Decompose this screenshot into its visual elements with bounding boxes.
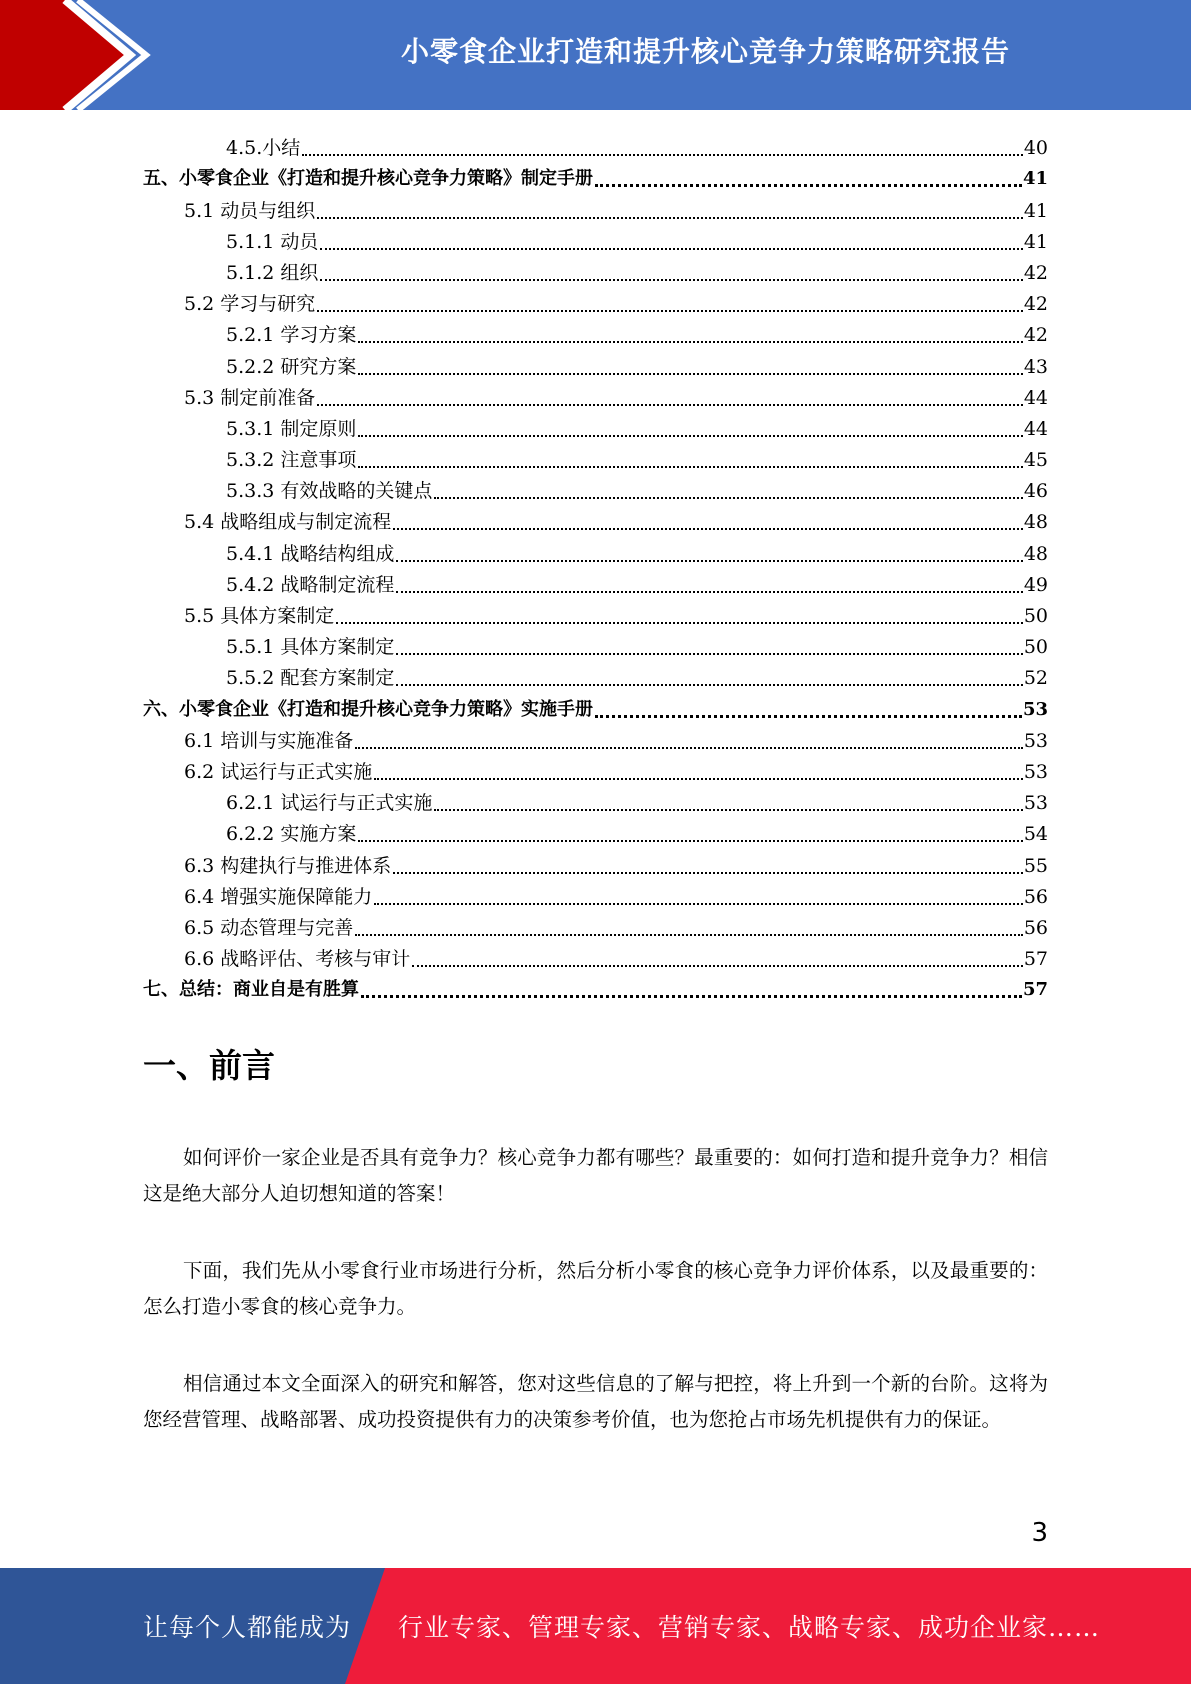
- section-heading: 一、前言: [143, 1046, 275, 1085]
- toc-dot-leader: [393, 871, 1023, 874]
- toc-entry-page: 50: [1023, 605, 1048, 627]
- toc-dot-leader: [355, 746, 1023, 749]
- toc-entry-page: 53: [1023, 792, 1048, 815]
- toc-entry-page: 45: [1023, 449, 1048, 472]
- toc-dot-leader: [355, 933, 1023, 936]
- toc-entry[interactable]: [143, 502, 1048, 533]
- toc-entry[interactable]: [143, 533, 1048, 564]
- toc-dot-leader: [320, 247, 1022, 250]
- toc-entry-label: 5.2.2 研究方案: [226, 355, 357, 378]
- toc-dot-leader: [434, 496, 1022, 499]
- toc-entry-label: 六、小零食企业《打造和提升核心竞争力策略》实施手册: [143, 698, 593, 720]
- table-of-contents: [143, 128, 1048, 1001]
- toc-entry[interactable]: [143, 627, 1048, 658]
- toc-dot-leader: [317, 216, 1023, 219]
- toc-dot-leader: [336, 621, 1023, 624]
- toc-entry[interactable]: [143, 596, 1048, 627]
- toc-entry-page: 56: [1023, 916, 1048, 939]
- toc-entry-label: 5.5.2 配套方案制定: [226, 667, 395, 690]
- toc-dot-leader: [358, 434, 1022, 437]
- toc-entry-page: 42: [1023, 261, 1048, 284]
- toc-entry-label: 6.1 培训与实施准备: [184, 729, 354, 752]
- toc-entry[interactable]: [143, 939, 1048, 970]
- page-header: [0, 0, 1191, 110]
- toc-dot-leader: [396, 590, 1022, 593]
- toc-entry-page: 53: [1023, 729, 1048, 752]
- toc-entry-page: 41: [1022, 168, 1048, 190]
- toc-entry-page: 52: [1023, 667, 1048, 690]
- toc-dot-leader: [374, 902, 1023, 905]
- toc-entry[interactable]: [143, 845, 1048, 876]
- toc-entry-label: 5.3.1 制定原则: [226, 417, 357, 440]
- toc-entry-label: 5.2.1 学习方案: [226, 324, 357, 347]
- toc-dot-leader: [358, 372, 1022, 375]
- toc-entry[interactable]: [143, 970, 1048, 1001]
- toc-entry-page: 41: [1023, 199, 1048, 222]
- toc-entry-page: 57: [1023, 948, 1048, 971]
- toc-entry-label: 5.5 具体方案制定: [184, 605, 335, 627]
- toc-entry-label: 6.2.2 实施方案: [226, 823, 357, 846]
- toc-entry[interactable]: [143, 814, 1048, 845]
- toc-entry-page: 57: [1022, 979, 1048, 1001]
- toc-entry-label: 5.3.2 注意事项: [226, 449, 357, 472]
- toc-dot-leader: [361, 994, 1022, 998]
- intro-paragraph-1: 如何评价一家企业是否具有竞争力？核心竞争力都有哪些？最重要的：如何打造和提升竞争力？相信这是绝大部分人迫切想知道的答案！: [143, 1146, 1048, 1205]
- toc-dot-leader: [302, 153, 1023, 156]
- toc-dot-leader: [320, 278, 1022, 281]
- toc-dot-leader: [374, 777, 1023, 780]
- toc-entry-label: 五、小零食企业《打造和提升核心竞争力策略》制定手册: [143, 168, 593, 190]
- toc-entry-label: 6.4 增强实施保障能力: [184, 885, 373, 908]
- toc-entry-page: 41: [1023, 230, 1048, 253]
- toc-entry[interactable]: [143, 783, 1048, 814]
- toc-dot-leader: [396, 652, 1022, 655]
- toc-entry[interactable]: [143, 159, 1048, 190]
- toc-dot-leader: [396, 683, 1022, 686]
- toc-entry-label: 七、总结：商业自是有胜算: [143, 979, 359, 1001]
- toc-entry-page: 56: [1023, 885, 1048, 908]
- toc-entry-label: 5.4 战略组成与制定流程: [184, 511, 392, 534]
- toc-entry-page: 50: [1023, 636, 1048, 659]
- toc-entry-label: 5.3 制定前准备: [184, 386, 316, 409]
- toc-entry-page: 49: [1023, 573, 1048, 596]
- toc-dot-leader: [595, 714, 1022, 718]
- toc-entry-label: 5.2 学习与研究: [184, 293, 316, 316]
- toc-entry[interactable]: [143, 908, 1048, 939]
- toc-entry[interactable]: [143, 689, 1048, 720]
- toc-entry-label: 6.5 动态管理与完善: [184, 916, 354, 939]
- toc-entry-label: 6.3 构建执行与推进体系: [184, 854, 392, 877]
- toc-dot-leader: [595, 183, 1022, 187]
- toc-entry-label: 5.1.2 组织: [226, 261, 319, 284]
- toc-entry-label: 4.5.小结: [226, 137, 301, 160]
- toc-entry-label: 5.3.3 有效战略的关键点: [226, 480, 433, 503]
- page-number: 3: [1031, 1518, 1048, 1548]
- toc-entry-page: 53: [1023, 760, 1048, 783]
- toc-dot-leader: [358, 465, 1022, 468]
- toc-entry-page: 40: [1023, 137, 1048, 160]
- toc-dot-leader: [358, 839, 1022, 842]
- toc-dot-leader: [396, 559, 1022, 562]
- toc-entry[interactable]: [143, 253, 1048, 284]
- toc-entry-label: 5.4.2 战略制定流程: [226, 573, 395, 596]
- toc-entry-label: 6.2 试运行与正式实施: [184, 760, 373, 783]
- toc-entry-label: 6.2.1 试运行与正式实施: [226, 792, 433, 815]
- toc-entry-page: 55: [1023, 854, 1048, 877]
- toc-entry[interactable]: [143, 222, 1048, 253]
- toc-entry[interactable]: [143, 409, 1048, 440]
- footer-slogan-left: 让每个人都能成为: [143, 1613, 352, 1642]
- toc-dot-leader: [412, 964, 1023, 967]
- toc-entry[interactable]: [143, 440, 1048, 471]
- toc-dot-leader: [317, 309, 1023, 312]
- toc-entry[interactable]: [143, 378, 1048, 409]
- toc-entry-page: 48: [1023, 542, 1048, 565]
- toc-entry[interactable]: [143, 284, 1048, 315]
- toc-entry-page: 54: [1023, 823, 1048, 846]
- toc-entry-page: 44: [1023, 386, 1048, 409]
- footer-slogan-right: 行业专家、管理专家、营销专家、战略专家、成功企业家……: [398, 1613, 1101, 1642]
- page-footer: [0, 1568, 1191, 1684]
- toc-entry-page: 48: [1023, 511, 1048, 534]
- intro-paragraph-2: 下面，我们先从小零食行业市场进行分析，然后分析小零食的核心竞争力评价体系，以及最重要的：怎么打造小零食的核心竞争力。: [143, 1259, 1048, 1318]
- toc-entry-page: 42: [1023, 293, 1048, 316]
- toc-entry[interactable]: [143, 128, 1048, 159]
- toc-entry[interactable]: [143, 877, 1048, 908]
- toc-entry-label: 5.5.1 具体方案制定: [226, 636, 395, 659]
- toc-entry-page: 43: [1023, 355, 1048, 378]
- toc-entry[interactable]: [143, 471, 1048, 502]
- toc-entry-page: 53: [1022, 698, 1048, 720]
- toc-entry[interactable]: [143, 315, 1048, 346]
- toc-entry-label: 5.1 动员与组织: [184, 199, 316, 222]
- toc-entry-label: 5.1.1 动员: [226, 230, 319, 253]
- toc-entry[interactable]: [143, 565, 1048, 596]
- toc-dot-leader: [358, 340, 1022, 343]
- toc-entry[interactable]: [143, 721, 1048, 752]
- toc-entry-label: 5.4.1 战略结构组成: [226, 542, 395, 565]
- intro-paragraph-3: 相信通过本文全面深入的研究和解答，您对这些信息的了解与把控，将上升到一个新的台阶。这将为您经营管理、战略部署、成功投资提供有力的决策参考价值，也为您抢占市场先机提供有力的保证。: [143, 1372, 1048, 1431]
- toc-entry[interactable]: [143, 752, 1048, 783]
- toc-dot-leader: [434, 808, 1022, 811]
- toc-entry-page: 42: [1023, 324, 1048, 347]
- toc-entry-page: 44: [1023, 417, 1048, 440]
- toc-entry[interactable]: [143, 658, 1048, 689]
- toc-dot-leader: [393, 527, 1023, 530]
- toc-dot-leader: [317, 403, 1023, 406]
- toc-entry[interactable]: [143, 190, 1048, 221]
- toc-entry[interactable]: [143, 346, 1048, 377]
- toc-entry-page: 46: [1023, 480, 1048, 503]
- document-title: 小零食企业打造和提升核心竞争力策略研究报告: [400, 35, 1010, 68]
- toc-entry-label: 6.6 战略评估、考核与审计: [184, 948, 411, 971]
